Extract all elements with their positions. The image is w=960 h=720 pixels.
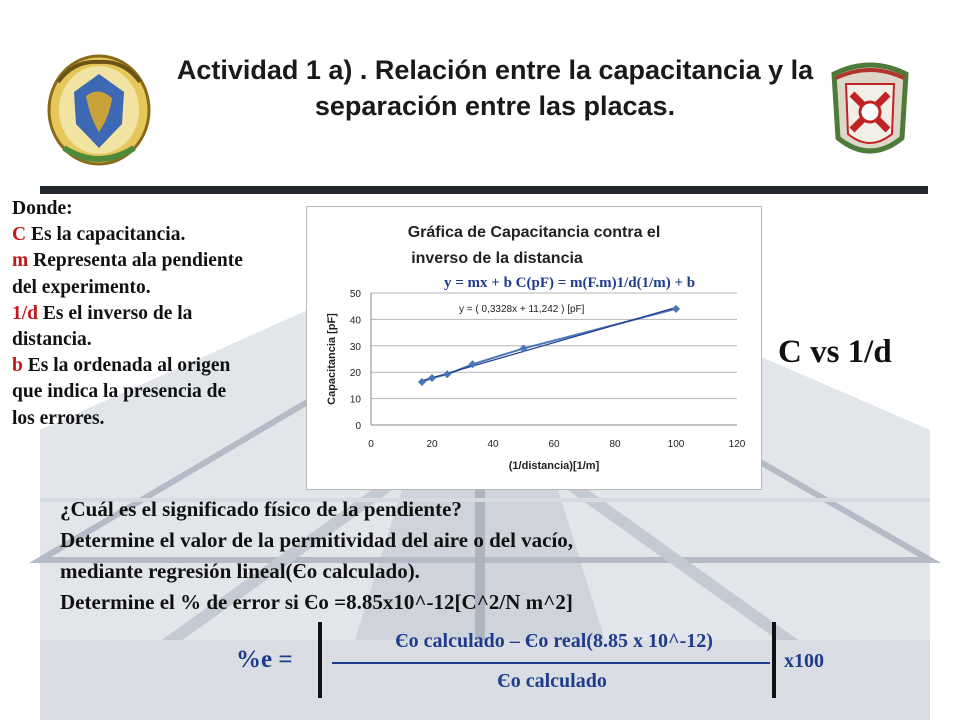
questions-block bbox=[60, 494, 573, 618]
definition-d-text: Es el inverso de la bbox=[38, 302, 193, 324]
x-tick-label: 100 bbox=[667, 439, 685, 450]
unam-seal-logo bbox=[44, 52, 154, 168]
definition-b-text: Es la ordenada al origen bbox=[22, 355, 231, 377]
y-tick-label: 30 bbox=[349, 341, 361, 353]
data-point bbox=[418, 378, 426, 386]
definition-b-continued-2: los errores. bbox=[12, 407, 105, 429]
symbol-m: m bbox=[12, 250, 29, 272]
x-tick-label: 0 bbox=[368, 439, 374, 450]
y-tick-label: 50 bbox=[349, 289, 361, 300]
y-tick-label: 10 bbox=[349, 394, 361, 406]
question-1: ¿Cuál es el significado físico de la pendiente? bbox=[60, 497, 462, 521]
question-2: Determine el valor de la permitividad del aire o del vacío, bbox=[60, 528, 574, 552]
definition-m-text: Representa ala pendiente bbox=[28, 250, 243, 272]
definition-b-continued: que indica la presencia de bbox=[12, 381, 227, 403]
data-point bbox=[428, 374, 436, 382]
y-tick-label: 20 bbox=[349, 368, 361, 380]
chart-container bbox=[306, 206, 762, 490]
definitions-block bbox=[12, 196, 332, 432]
definitions-header: Donde: bbox=[12, 198, 73, 219]
question-3: mediante regresión lineal(Єo calculado). bbox=[60, 559, 420, 583]
fraction-line bbox=[332, 662, 770, 664]
definition-c-text: Es la capacitancia. bbox=[26, 224, 186, 246]
formula-lhs: %e = bbox=[236, 646, 293, 673]
error-formula bbox=[236, 622, 856, 712]
definition-d bbox=[12, 301, 332, 327]
definition-m bbox=[12, 248, 332, 274]
data-point bbox=[443, 370, 451, 378]
x-tick-label: 40 bbox=[487, 439, 499, 450]
formula-denominator: Єo calculado bbox=[497, 670, 607, 692]
chart-title-line-1: Gráfica de Capacitancia contra el bbox=[407, 224, 661, 241]
definition-d-continued: distancia. bbox=[12, 329, 92, 351]
x-tick-label: 80 bbox=[609, 439, 621, 450]
formula-multiplier: x100 bbox=[784, 650, 824, 672]
question-4: Determine el % de error si Єo =8.85x10^-12[C^2/N m^2] bbox=[60, 590, 573, 614]
equation-note: y = mx + b C(pF) = m(F.m)1/d(1/m) + b bbox=[444, 275, 696, 291]
x-tick-label: 120 bbox=[728, 439, 746, 450]
slide-title: Actividad 1 a) . Relación entre la capacitancia y la separación entre las placas. bbox=[176, 55, 814, 121]
data-point bbox=[672, 305, 680, 313]
definition-b bbox=[12, 353, 332, 379]
c-vs-inverse-d-label: C vs 1/d bbox=[778, 334, 892, 370]
x-tick-label: 20 bbox=[426, 439, 438, 450]
symbol-c: C bbox=[12, 224, 27, 246]
y-axis-label: Capacitancia [pF] bbox=[326, 313, 338, 405]
x-axis-label: (1/distancia)[1/m] bbox=[508, 460, 600, 472]
symbol-b: b bbox=[12, 355, 23, 377]
capacitance-chart bbox=[307, 207, 761, 489]
x-tick-label: 60 bbox=[548, 439, 560, 450]
formula-numerator: Єo calculado – Єo real(8.85 x 10^-12) bbox=[395, 630, 713, 652]
chart-title-line-2: inverso de la distancia bbox=[411, 250, 583, 267]
abs-bar-left bbox=[318, 622, 322, 698]
abs-bar-right bbox=[772, 622, 776, 698]
trendline bbox=[422, 307, 676, 380]
symbol-d: 1/d bbox=[12, 302, 39, 324]
ingenieria-seal-logo bbox=[822, 54, 918, 166]
trendline-label: y = ( 0,3328x + 11,242 ) [pF] bbox=[459, 304, 585, 315]
y-tick-label: 40 bbox=[349, 315, 361, 327]
definition-c bbox=[12, 222, 332, 248]
title-divider bbox=[40, 186, 928, 194]
definition-m-continued: del experimento. bbox=[12, 276, 151, 298]
y-tick-label: 0 bbox=[355, 421, 361, 432]
